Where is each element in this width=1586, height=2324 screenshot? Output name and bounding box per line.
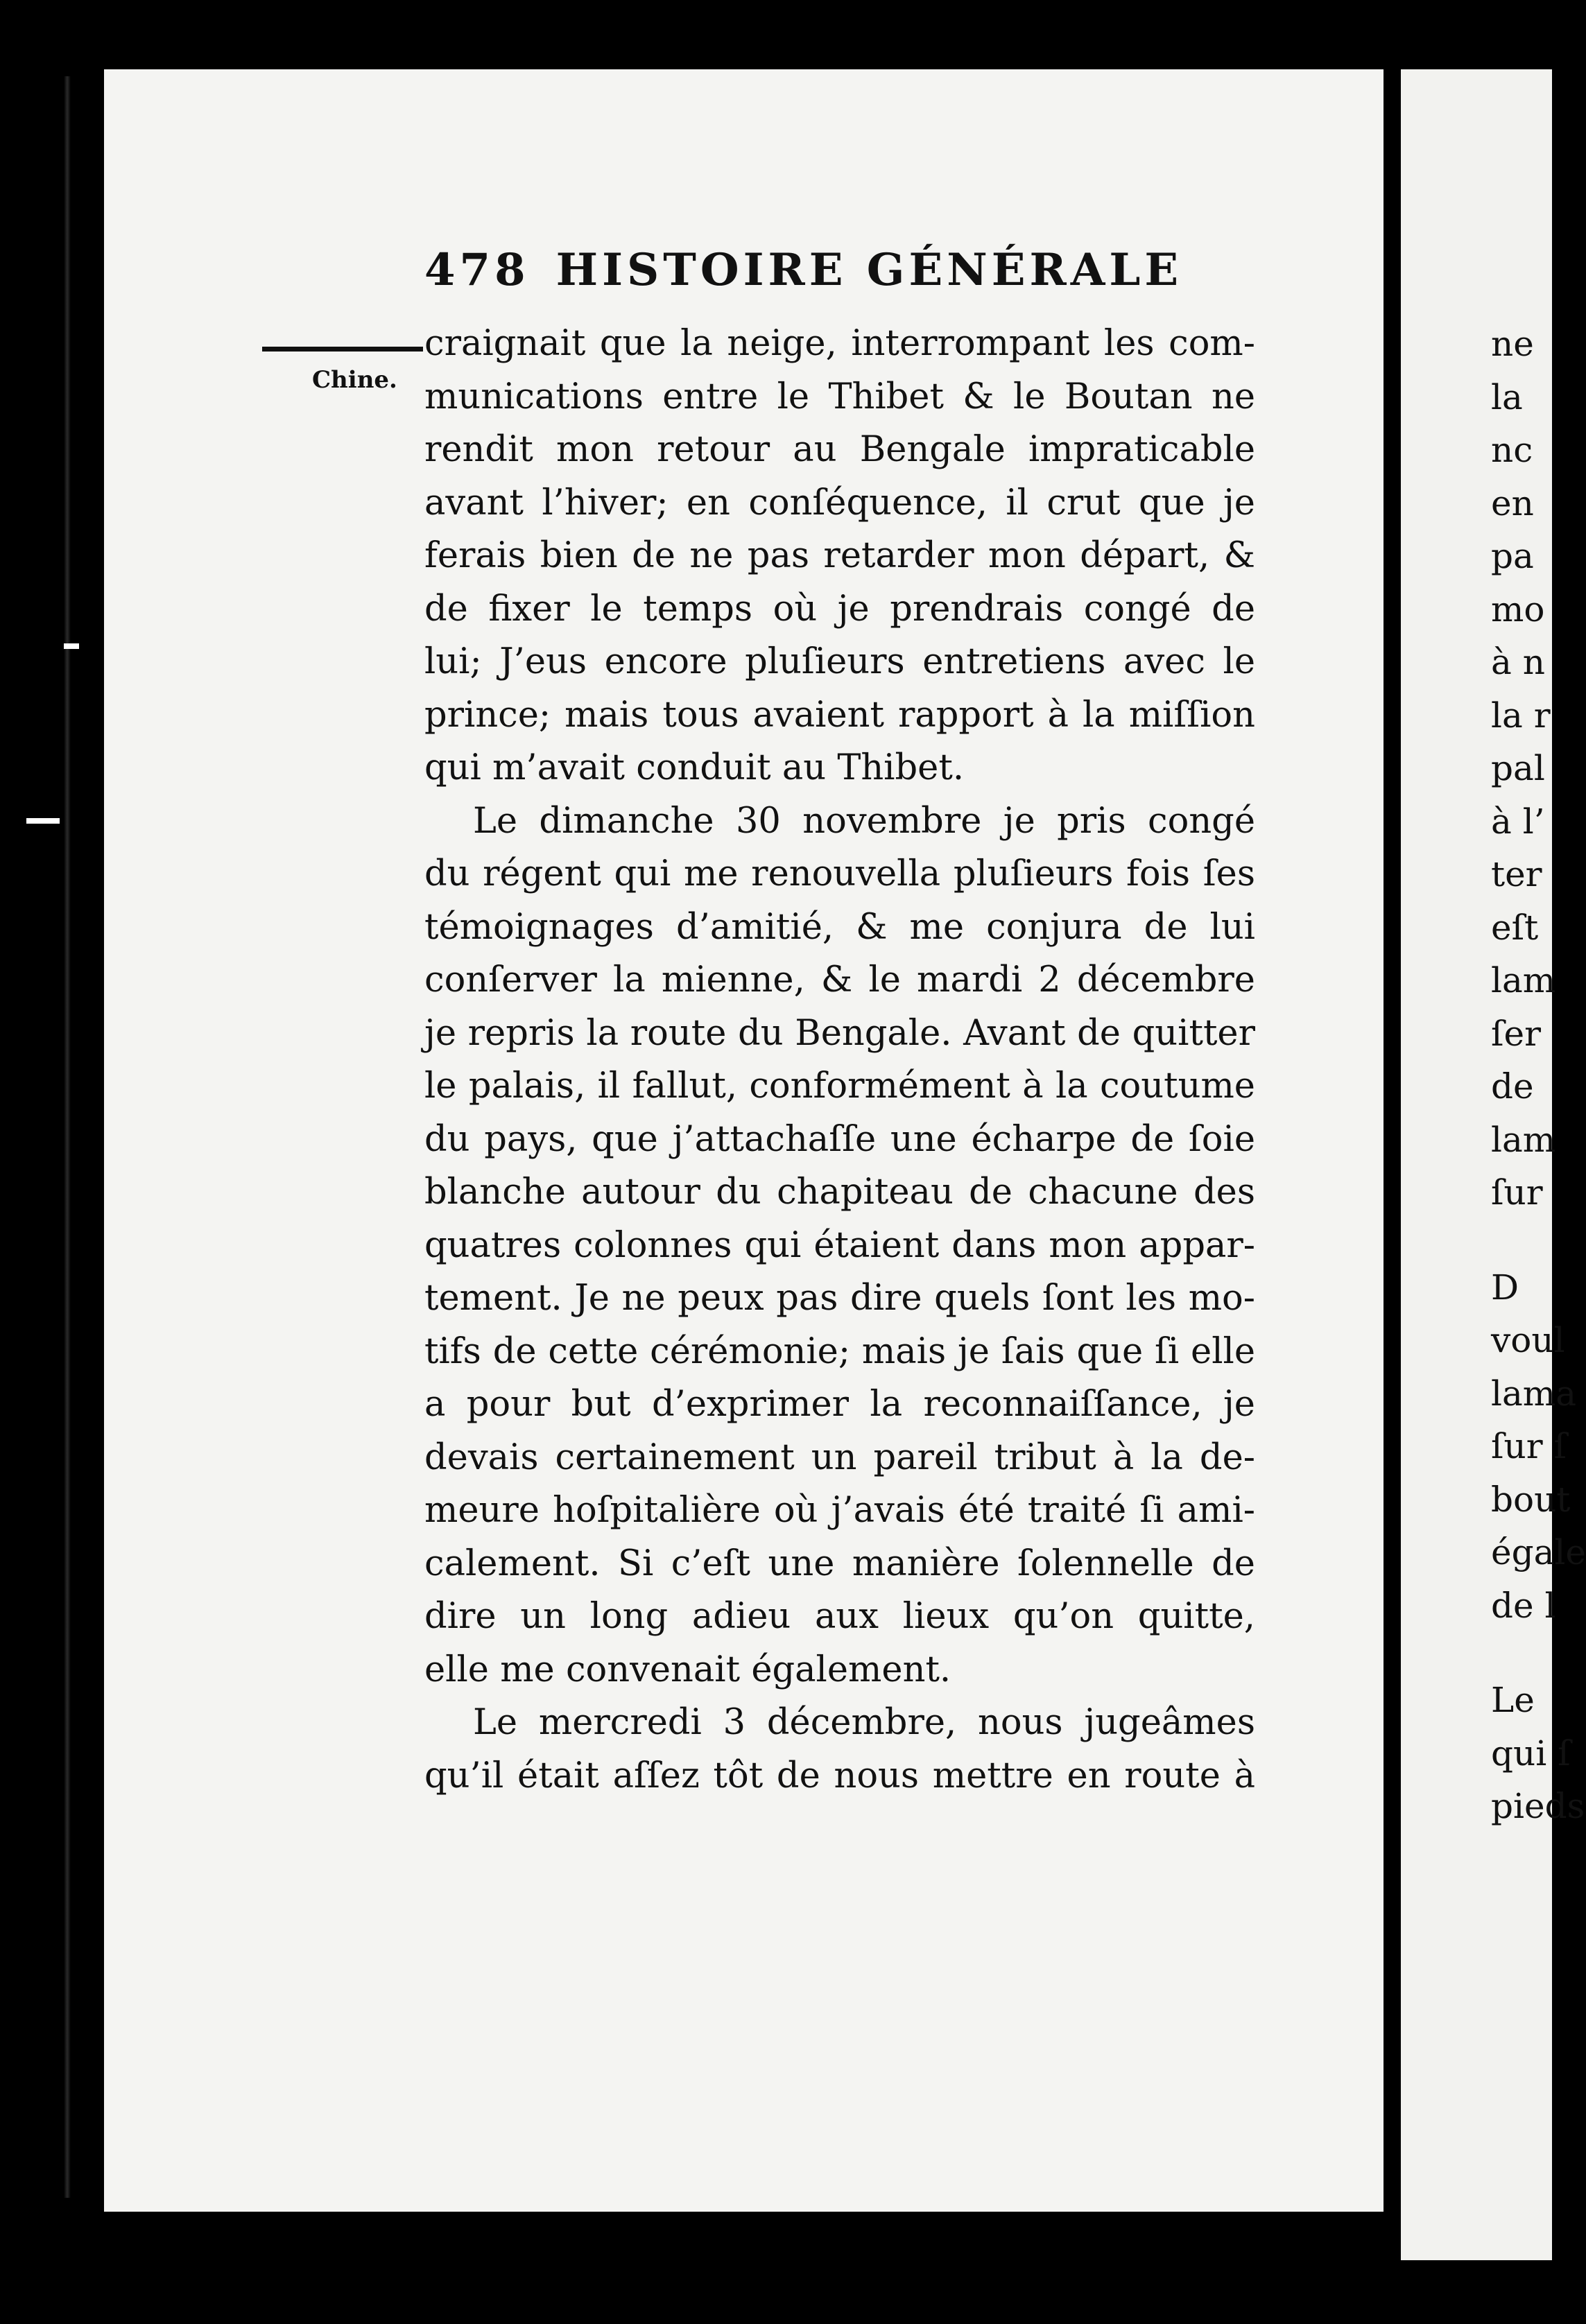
body-text — [424, 318, 1255, 1803]
text-line: tement. Je ne peux pas dire quels ſont les mo- — [424, 1278, 1255, 1319]
text-line: avant l’hiver; en conſéquence, il crut que je — [424, 482, 1255, 523]
text-line: munications entre le Thibet & le Boutan ne — [424, 376, 1255, 417]
right-text-line: la r — [1491, 695, 1551, 736]
right-text-line: ſur ſ — [1491, 1426, 1567, 1466]
running-title: HISTOIRE GÉNÉRALE — [555, 244, 1183, 296]
text-line: je repris la route du Bengale. Avant de quitter — [424, 1012, 1255, 1054]
right-text-line: voul — [1491, 1320, 1565, 1360]
text-line: a pour but d’exprimer la reconnaiſſance, je — [424, 1384, 1255, 1425]
right-text-line: pal — [1491, 748, 1545, 788]
right-text-line: à l’ — [1491, 801, 1545, 842]
text-line: craignait que la neige, interrompant les com- — [424, 323, 1255, 364]
text-line: de fixer le temps où je prendrais congé de — [424, 588, 1255, 630]
right-text-line: ſer — [1491, 1013, 1541, 1054]
right-text-line: de l — [1491, 1585, 1556, 1626]
scan-speck — [26, 818, 60, 824]
text-line: du régent qui me renouvella pluſieurs fois ſes — [424, 853, 1255, 894]
right-text-line: pieds — [1491, 1786, 1585, 1826]
right-text-line: en — [1491, 483, 1534, 523]
right-text-line: lam — [1491, 1119, 1556, 1160]
right-text-line: de — [1491, 1066, 1534, 1107]
text-line: qui m’avait conduit au Thibet. — [424, 747, 965, 788]
text-line: rendit mon retour au Bengale impraticable — [424, 429, 1255, 470]
text-line: témoignages d’amitié, & me conjura de lui — [424, 906, 1255, 948]
right-text-line: nc — [1491, 430, 1533, 470]
right-page-text — [1491, 318, 1586, 1833]
text-line: Le mercredi 3 décembre, nous jugeâmes — [473, 1702, 1255, 1743]
left-page-edge — [64, 76, 71, 2198]
right-text-line: lama — [1491, 1373, 1577, 1414]
text-line: Le dimanche 30 novembre je pris congé — [473, 800, 1255, 842]
right-text-line: bout — [1491, 1479, 1571, 1520]
right-text-line: ſur — [1491, 1172, 1543, 1213]
right-text-line: eſt — [1491, 907, 1539, 948]
text-line: prince; mais tous avaient rapport à la miſſion — [424, 694, 1255, 736]
right-text-line: lam — [1491, 960, 1556, 1000]
margin-note: Chine. — [312, 366, 397, 394]
right-text-line: égale — [1491, 1532, 1586, 1572]
text-line: le palais, il fallut, conformément à la coutume — [424, 1066, 1255, 1107]
right-text-line: ne — [1491, 324, 1534, 364]
text-line: quatres colonnes qui étaient dans mon appar- — [424, 1224, 1255, 1266]
text-line: conſerver la mienne, & le mardi 2 décembre — [424, 960, 1255, 1000]
text-line: ferais bien de ne pas retarder mon départ, & — [424, 535, 1255, 576]
scan-speck — [64, 643, 79, 649]
right-text-line: pa — [1491, 536, 1534, 576]
right-text-line: qui ſ — [1491, 1733, 1571, 1774]
right-text-line: Le — [1491, 1680, 1535, 1720]
text-line: du pays, que j’attachaſſe une écharpe de ſoie — [424, 1118, 1255, 1160]
right-text-line: ter — [1491, 854, 1542, 894]
right-text-line: la — [1491, 376, 1523, 417]
text-line: blanche autour du chapiteau de chacune des — [424, 1172, 1255, 1213]
running-head — [424, 244, 1182, 296]
right-text-line: mo — [1491, 589, 1545, 630]
text-line: dire un long adieu aux lieux qu’on quitte, — [424, 1596, 1255, 1637]
text-line: qu’il était aſſez tôt de nous mettre en route à — [424, 1755, 1255, 1796]
page-number: 478 — [424, 244, 530, 296]
text-line: devais certainement un pareil tribut à la de- — [424, 1437, 1255, 1478]
text-line: calement. Si c’eſt une manière ſolennelle de — [424, 1543, 1255, 1584]
right-text-line: D — [1491, 1267, 1519, 1308]
margin-rule — [262, 347, 423, 352]
text-line: meure hoſpitalière où j’avais été traité ſi ami- — [424, 1490, 1255, 1531]
text-line: lui; J’eus encore pluſieurs entretiens avec le — [424, 641, 1255, 682]
text-line: elle me convenait également. — [424, 1649, 951, 1690]
right-text-line: à n — [1491, 642, 1545, 682]
text-line: tifs de cette cérémonie; mais je ſais que ſi elle — [424, 1330, 1255, 1372]
